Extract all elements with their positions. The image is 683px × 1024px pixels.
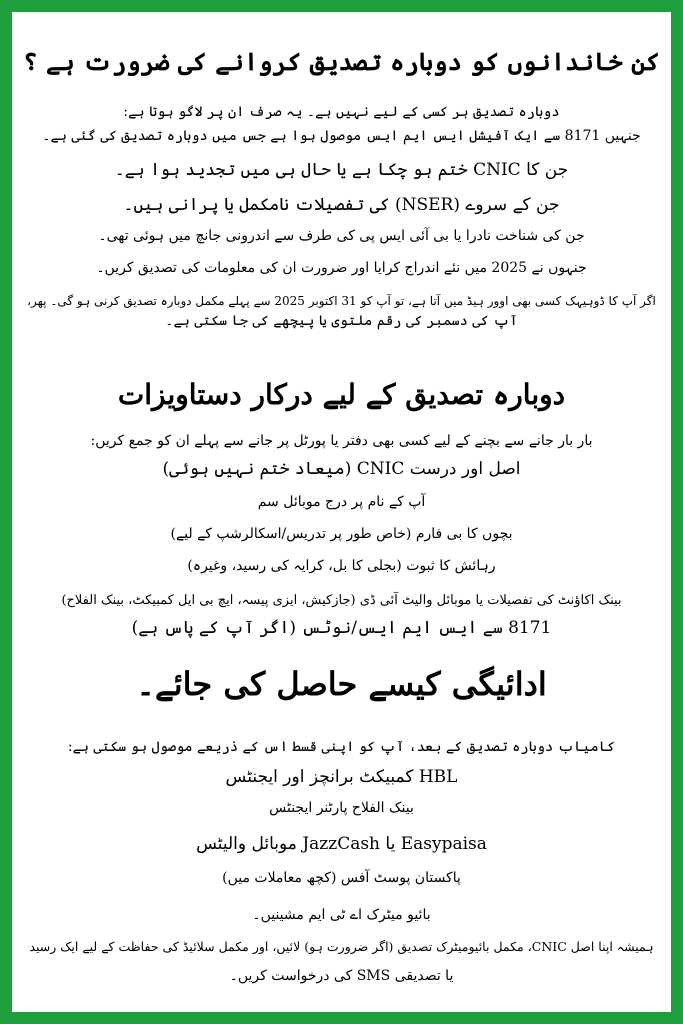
documents-line: اصل اور درست CNIC (میعاد ختم نہیں ہوئی) [162,459,521,479]
document-page [12,12,671,1012]
payment-line: کامیاب دوبارہ تصدیق کے بعد، آپ کو اپنی قسط اس کے ذریعے موصول ہو سکتی ہے: [67,739,616,755]
intro-line: جن کے سروے (NSER) کی تفصیلات نامکمل یا پرانی ہیں۔ [123,195,560,215]
payment-line: بینک الفلاح پارٹنر ایجنٹس [269,800,414,816]
intro-line: جن کی شناخت نادرا یا بی آئی ایس پی کی طرف سے اندرونی جانچ میں ہوئی تھی۔ [98,228,585,244]
payment-line: Easypaisa یا JazzCash موبائل والیٹس [196,834,487,854]
intro-line: آپ کی دسمبر کی رقم ملتوی یا پیچھے کی جا سکتی ہے۔ [165,313,518,329]
page-title: کن خاندانوں کو دوبارہ تصدیق کروانے کی ضرورت ہے ؟ [23,47,660,76]
documents-heading: دوبارہ تصدیق کے لیے درکار دستاویزات [117,378,566,411]
intro-line: جنہیں 8171 سے ایک آفیشل ایس ایم ایس موصول ہوا ہے جس میں دوبارہ تصدیق کی گئی ہے۔ [42,128,641,144]
intro-line: دوبارہ تصدیق ہر کسی کے لیے نہیں ہے۔ یہ صرف ان پر لاگو ہوتا ہے: [123,104,560,120]
intro-line: جنہوں نے 2025 میں نئے اندراج کرایا اور ضرورت ان کی معلومات کی تصدیق کریں۔ [96,260,587,276]
documents-line: 8171 سے ایس ایم ایس/نوٹس (اگر آپ کے پاس ہے) [131,618,552,638]
documents-line: رہائش کا ثبوت (بجلی کا بل، کرایہ کی رسید، وغیرہ) [187,558,496,574]
payment-line: بائیو میٹرک اے ٹی ایم مشینیں۔ [252,907,431,923]
payment-line: ہمیشہ اپنا اصل CNIC، مکمل بائیومیٹرک تصدیق (اگر ضرورت ہو) لائیں، اور مکمل سلائیڈ کی حفاظت کے لیے ایک رسید [29,939,654,954]
payment-line: پاکستان پوسٹ آفس (کچھ معاملات میں) [222,870,461,886]
documents-line: بینک اکاؤنٹ کی تفصیلات یا موبائل والیٹ آئی ڈی (جازکیش، ایزی پیسہ، ایچ بی ایل کمبیکٹ، بینک الفلاح) [61,593,622,608]
documents-line: بچوں کا بی فارم (خاص طور پر تدریس/اسکالرشپ کے لیے) [170,526,513,542]
documents-line: آپ کے نام پر درج موبائل سم [257,494,426,510]
payment-heading: ادائیگی کیسے حاصل کی جائے۔ [136,665,547,703]
payment-line: HBL کمبیکٹ برانچز اور ایجنٹس [225,767,458,787]
intro-line: جن کا CNIC ختم ہو چکا ہے یا حال ہی میں تجدید ہوا ہے۔ [114,160,569,180]
payment-line: یا تصدیقی SMS کی درخواست کریں۔ [229,968,454,984]
documents-line: بار بار جانے سے بچنے کے لیے کسی بھی دفتر یا پورٹل پر جانے سے پہلے ان کو جمع کریں: [90,433,593,449]
intro-line: اگر آپ کا ڈوہیہک کسی بھی اوور ہیڈ میں آتا ہے، تو آپ کو 31 اکتوبر 2025 سے پہلے مکمل دوبارہ تصدیق کرنی ہو گی۔ پھر، [27,294,656,308]
